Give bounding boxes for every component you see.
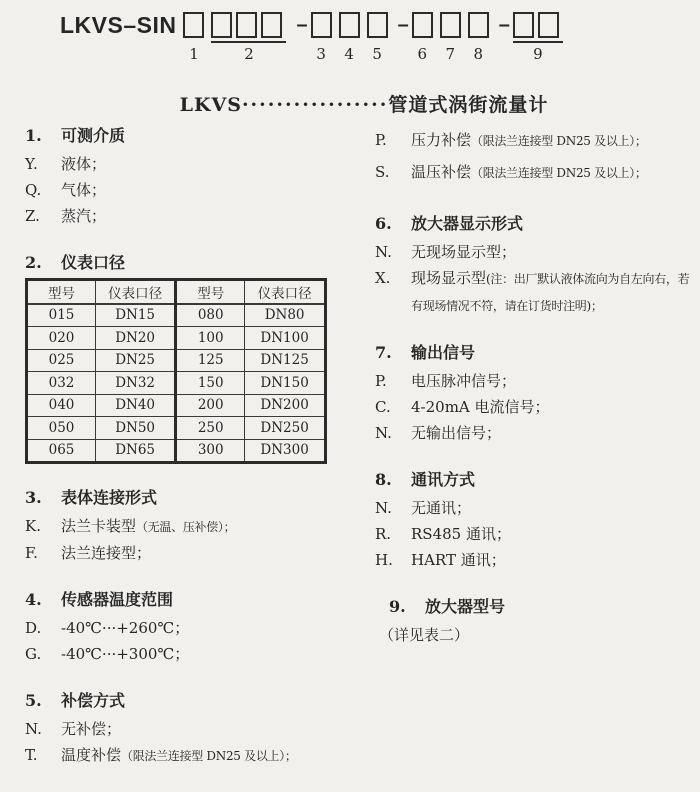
option-note: （限法兰连接型 DN25 及以上）；: [471, 166, 647, 180]
section-number: 6.: [375, 214, 392, 233]
digit-group-8: [468, 12, 489, 62]
digit-box: [236, 12, 257, 38]
section-number: 1.: [25, 126, 42, 145]
model-brand: LKVS: [60, 12, 124, 38]
left-column: [25, 125, 367, 792]
option-note: (注：出厂默认液体流向为自左向右，若有现场情况不符，请在订货时注明)；: [411, 272, 690, 313]
digit-box: [412, 12, 433, 38]
table-cell: 065: [27, 439, 96, 463]
section-title: 通讯方式: [411, 470, 476, 489]
option-code: P.: [375, 131, 387, 149]
section-9-amplifier: [375, 596, 700, 649]
section-number: 7.: [375, 343, 392, 362]
option-row: [25, 203, 367, 229]
digit-box: [513, 12, 534, 38]
option-note: （限法兰连接型 DN25 及以上）；: [121, 749, 297, 763]
option-code: F.: [25, 544, 38, 562]
digit-box: [468, 12, 489, 38]
option-code: N.: [375, 243, 392, 261]
dash-glyph: –: [397, 14, 409, 36]
section-2-diameter: [25, 252, 367, 464]
option-text: RS485 通讯；: [411, 525, 511, 543]
option-row: [25, 742, 367, 769]
digit-group-3: [311, 12, 332, 62]
section-title: 传感器温度范围: [61, 590, 174, 609]
option-note: （无温、压补偿）；: [136, 520, 236, 534]
option-text: 现场显示型: [411, 269, 487, 287]
digit-group-label: 7: [445, 45, 455, 63]
digit-group-4: [339, 12, 360, 62]
section-5-compensation: [25, 690, 367, 769]
code-dash: [295, 12, 308, 46]
table-cell: DN100: [245, 327, 326, 350]
table-cell: DN20: [96, 327, 176, 350]
digit-group-5: [367, 12, 388, 62]
option-row: [25, 151, 367, 177]
digit-group-1: [183, 12, 204, 62]
code-dash: [397, 12, 410, 46]
table-cell: 125: [176, 349, 245, 372]
option-code: H.: [375, 551, 393, 569]
option-text: 温压补偿: [411, 163, 472, 181]
section-number: 5.: [25, 691, 42, 710]
option-row: [25, 513, 367, 540]
option-text: 蒸汽；: [61, 207, 107, 225]
dash-glyph: –: [296, 14, 308, 36]
model-code-diagram: [60, 12, 700, 62]
table-cell: DN150: [245, 372, 326, 395]
title-prefix: LKVS: [179, 94, 242, 116]
section-title: 补偿方式: [61, 691, 126, 710]
option-row: [375, 157, 700, 189]
option-text: 电压脉冲信号；: [411, 372, 517, 390]
option-code: N.: [375, 424, 392, 442]
section-3-connection: [25, 487, 367, 566]
digit-group-7: [440, 12, 461, 62]
section-7-output: [375, 342, 700, 446]
digit-box: [211, 12, 232, 38]
table-cell: 025: [27, 349, 96, 372]
section-title: 仪表口径: [61, 253, 126, 272]
option-row: [375, 547, 700, 573]
section-subnote: （详见表二）: [379, 626, 470, 644]
section-number: 8.: [375, 470, 392, 489]
option-code: R.: [375, 525, 392, 543]
option-row: [25, 177, 367, 203]
table-cell: 015: [27, 304, 96, 327]
section-title: 放大器显示形式: [411, 214, 524, 233]
table-cell: DN300: [245, 439, 326, 463]
digit-box: [440, 12, 461, 38]
section-number: 3.: [25, 488, 42, 507]
dash-glyph: –: [498, 14, 510, 36]
option-row: [375, 394, 700, 420]
digit-box: [367, 12, 388, 38]
option-row: [375, 368, 700, 394]
table-cell: 050: [27, 417, 96, 440]
digit-group-label: 5: [372, 45, 382, 63]
digit-group-9: [513, 12, 563, 62]
section-1-media: [25, 125, 367, 229]
digit-group-label: 2: [244, 45, 254, 63]
table-row: [27, 417, 326, 440]
option-row: [375, 265, 700, 319]
option-code: S.: [375, 163, 390, 181]
option-text: 无现场显示型；: [411, 243, 517, 261]
table-row: [27, 304, 326, 327]
table-cell: DN65: [96, 439, 176, 463]
content-columns: [0, 125, 700, 792]
option-text: 温度补偿: [61, 746, 122, 764]
section-title: 放大器型号: [425, 597, 506, 616]
table-cell: DN15: [96, 304, 176, 327]
table-cell: 040: [27, 394, 96, 417]
digit-group-label: 1: [189, 45, 199, 63]
table-cell: DN250: [245, 417, 326, 440]
section-8-comm: [375, 469, 700, 573]
option-row: [25, 540, 367, 566]
digit-group-label: 9: [533, 45, 543, 63]
table-cell: DN40: [96, 394, 176, 417]
table-cell: 200: [176, 394, 245, 417]
option-code: N.: [25, 720, 42, 738]
option-text: 无补偿；: [61, 720, 122, 738]
digit-box: [311, 12, 332, 38]
option-code: Y.: [25, 155, 38, 173]
digit-group-label: 8: [473, 45, 483, 63]
table-cell: 250: [176, 417, 245, 440]
code-dash: [498, 12, 511, 46]
table-row: [27, 394, 326, 417]
table-cell: 020: [27, 327, 96, 350]
option-text: -40℃···+300℃；: [61, 645, 190, 663]
section-number: 4.: [25, 590, 42, 609]
table-cell: 080: [176, 304, 245, 327]
option-text: 法兰连接型；: [61, 544, 152, 562]
option-text: 压力补偿: [411, 131, 472, 149]
option-row: [375, 125, 700, 157]
digit-group-2: [211, 12, 286, 62]
option-row: [25, 641, 367, 667]
option-text: 无输出信号；: [411, 424, 502, 442]
title-dots: ·················: [241, 94, 389, 116]
table-row: [27, 349, 326, 372]
option-row: [375, 239, 700, 265]
option-code: G.: [25, 645, 42, 663]
section-4-temp-range: [25, 589, 367, 667]
table-cell: DN125: [245, 349, 326, 372]
table-row: [27, 327, 326, 350]
option-code: X.: [375, 269, 391, 287]
option-note: （限法兰连接型 DN25 及以上）；: [471, 134, 647, 148]
digit-group-6: [412, 12, 433, 62]
diameter-table: [25, 278, 327, 464]
table-cell: 100: [176, 327, 245, 350]
table-cell: 150: [176, 372, 245, 395]
table-row: [27, 439, 326, 463]
section-title: 输出信号: [411, 343, 476, 362]
section-6-display: [375, 213, 700, 319]
digit-box: [261, 12, 282, 38]
option-text: 法兰卡装型: [61, 517, 137, 535]
option-code: T.: [25, 746, 38, 764]
option-code: D.: [25, 619, 42, 637]
option-text: 4-20mA 电流信号；: [411, 398, 550, 416]
table-cell: DN200: [245, 394, 326, 417]
option-text: 气体；: [61, 181, 107, 199]
table-header-cell: 型号: [176, 280, 245, 304]
option-row: [25, 615, 367, 641]
section-5-compensation-cont: [375, 125, 700, 189]
right-column: [367, 125, 700, 792]
title-name: 管道式涡街流量计: [388, 94, 549, 116]
section-number: 9.: [389, 597, 406, 616]
digit-group-label: 6: [417, 45, 427, 63]
option-code: K.: [25, 517, 41, 535]
document-page: [0, 12, 700, 773]
table-header-cell: 型号: [27, 280, 96, 304]
option-code: Z.: [25, 207, 40, 225]
digit-box: [183, 12, 204, 38]
document-title: [0, 90, 700, 117]
digit-group-label: 4: [344, 45, 354, 63]
option-code: P.: [375, 372, 387, 390]
table-header-cell: 仪表口径: [96, 280, 176, 304]
section-number: 2.: [25, 253, 42, 272]
option-code: N.: [375, 499, 392, 517]
table-cell: DN32: [96, 372, 176, 395]
table-cell: 032: [27, 372, 96, 395]
digit-group-label: 3: [316, 45, 326, 63]
table-cell: DN25: [96, 349, 176, 372]
option-row: [375, 420, 700, 446]
table-cell: 300: [176, 439, 245, 463]
digit-box: [538, 12, 559, 38]
table-cell: DN50: [96, 417, 176, 440]
option-text: 液体；: [61, 155, 107, 173]
model-dash: –: [123, 12, 137, 38]
model-series: SIN: [136, 12, 177, 38]
option-row: [375, 521, 700, 547]
option-code: Q.: [25, 181, 42, 199]
table-cell: DN80: [245, 304, 326, 327]
table-header-row: [27, 280, 326, 304]
option-text: 无通讯；: [411, 499, 472, 517]
section-title: 可测介质: [61, 126, 126, 145]
option-text: -40℃···+260℃；: [61, 619, 190, 637]
model-brand-unit: [60, 12, 176, 46]
option-row: [375, 495, 700, 521]
table-header-cell: 仪表口径: [245, 280, 326, 304]
digit-box: [339, 12, 360, 38]
table-row: [27, 372, 326, 395]
option-row: [25, 716, 367, 742]
option-code: C.: [375, 398, 391, 416]
section-title: 表体连接形式: [61, 488, 158, 507]
option-text: HART 通讯；: [411, 551, 506, 569]
